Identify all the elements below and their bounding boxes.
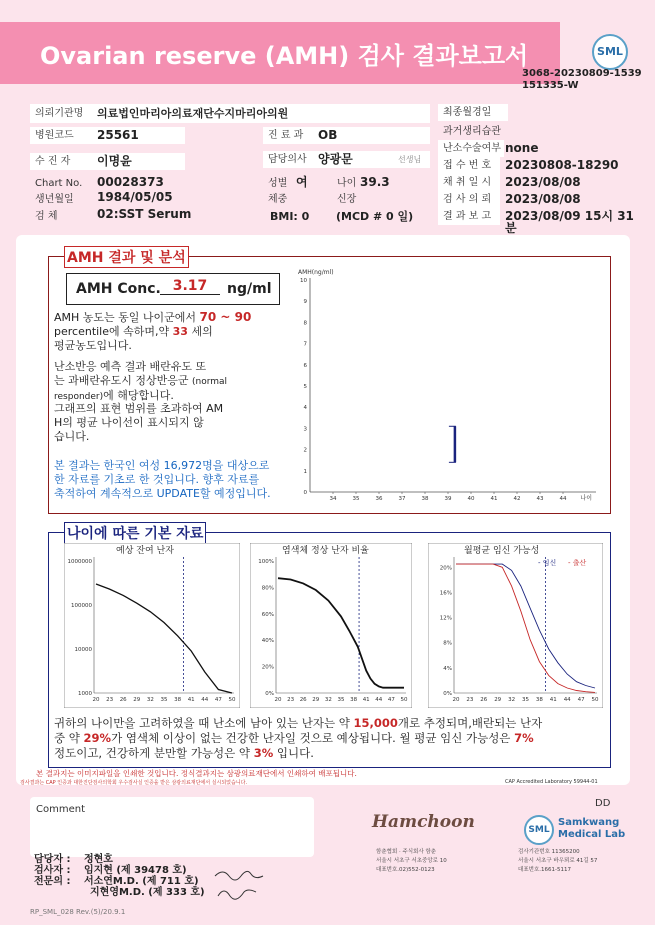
- chart2-x-tick-29: 29: [312, 697, 320, 703]
- specimen-label: 검 체: [35, 211, 58, 222]
- receipt-value: 20230808-18290: [505, 158, 619, 172]
- hospital-code-label: 병원코드: [32, 127, 77, 144]
- p1-range: 70 ~ 90: [199, 310, 252, 324]
- doctor-suffix: 선생님: [398, 155, 422, 164]
- comment-label: Comment: [36, 804, 85, 815]
- patient-value: 이명윤: [97, 154, 132, 168]
- bmi-value: BMI: 0: [270, 210, 310, 223]
- age-label: 나이: [337, 178, 357, 189]
- amh-section-title: AMH 결과 및 분석: [64, 246, 189, 268]
- birth-value: 1984/05/05: [97, 190, 173, 204]
- signature-scribbles: [210, 864, 270, 904]
- amh-paragraph-4: [54, 459, 294, 501]
- p4-a: 본 결과는 한국인 여성 16,972명을 대상으로: [54, 459, 270, 472]
- chart2-y-tick-0%: 0%: [265, 691, 274, 697]
- amh-paragraph-2: [54, 360, 294, 404]
- p2-normal: (normal: [192, 377, 228, 387]
- basic-summary: [54, 716, 610, 761]
- p1-c: 세의: [191, 325, 213, 338]
- report-code-line2: 151335-W: [522, 80, 579, 91]
- sml-logo: SML: [592, 34, 628, 70]
- collect-value: 2023/08/08: [505, 175, 581, 189]
- sex-label: 성별: [268, 178, 288, 189]
- chart3-y-tick-4%: 4%: [443, 665, 452, 672]
- report-value-suffix: 분: [505, 221, 517, 235]
- amh-x-tick-34: 34: [329, 496, 337, 502]
- amh-x-tick-43: 43: [536, 496, 544, 502]
- lmp-label: 최종월경일: [440, 104, 494, 121]
- specialist-2: 지현영M.D. (제 333 호): [90, 887, 205, 898]
- report-value: 2023/08/09 15시 31: [505, 209, 634, 223]
- amh-y-tick-8: 8: [303, 320, 307, 327]
- request-label: 검 사 의 뢰: [440, 191, 494, 208]
- specialist-label: 전문의 :: [34, 876, 71, 887]
- chart1-y-tick-1000000: 1000000: [67, 559, 92, 565]
- normal-egg-ratio-chart: [250, 543, 412, 708]
- amh-y-tick-6: 6: [303, 362, 307, 369]
- manager-value: 정현호: [83, 854, 113, 865]
- p3-a: 그래프의 표현 범위를 초과하여 AM: [54, 402, 224, 415]
- p2-responder: responder): [54, 392, 104, 402]
- amh-x-tick-44: 44: [559, 496, 567, 502]
- amh-paragraph-3: [54, 402, 294, 444]
- basic-birth-pct: 3%: [253, 746, 274, 760]
- hamchoon-addr2: 서울시 서초구 서초중앙로 10: [376, 858, 447, 864]
- department-value: OB: [318, 128, 338, 142]
- pregnancy-chance-chart: [428, 543, 603, 708]
- chart2-x-tick-26: 26: [299, 697, 307, 703]
- p1-age: 33: [172, 325, 188, 338]
- chart1-x-tick-20: 20: [92, 697, 100, 703]
- samkwang-logo-mark: SML: [524, 815, 554, 845]
- amh-y-tick-1: 1: [303, 468, 307, 475]
- chart-value: 00028373: [97, 175, 164, 189]
- chart2-y-tick-100%: 100%: [258, 559, 274, 565]
- specialist-1: 서소연M.D. (제 711 호): [83, 876, 199, 887]
- amh-y-tick-4: 4: [303, 405, 307, 412]
- chart2-x-tick-20: 20: [274, 697, 282, 703]
- samkwang-address: [518, 848, 597, 875]
- chart3-x-tick-29: 29: [494, 697, 502, 703]
- height-label: 신장: [337, 194, 357, 205]
- p4-b: 한 자료를 기초로 한 것입니다. 향후 자료를: [54, 473, 260, 486]
- chart1-x-tick-44: 44: [201, 697, 209, 703]
- p2-c: 에 해당합니다.: [103, 389, 174, 402]
- chart1-title: 예상 잔여 난자: [116, 546, 174, 556]
- note-line-2: 검사결과는 CAP 인증과 대한진단검사의학회 우수검사실 인증을 받은 삼광의료재단에서 실시되었습니다.: [20, 780, 248, 786]
- hamchoon-tel: 대표번호.02)552-0123: [376, 867, 435, 873]
- collect-label: 채 취 일 시: [440, 174, 494, 191]
- amh-x-tick-40: 40: [467, 496, 475, 502]
- chart2-x-tick-44: 44: [375, 697, 383, 703]
- birth-label: 생년월일: [35, 194, 74, 205]
- legend-birth: - 출산: [568, 559, 587, 567]
- patient-label: 수 진 자: [32, 153, 73, 170]
- samkwang-name-1: Samkwang: [558, 817, 620, 828]
- p2-b: 는 과배란유도시 정상반응군: [54, 374, 189, 387]
- institution-label: 의뢰기관명: [32, 105, 86, 122]
- chart3-x-tick-23: 23: [466, 697, 474, 703]
- basic-eggs: 15,000: [353, 716, 398, 730]
- chart1-y-tick-10000: 10000: [74, 647, 92, 653]
- age-value: 39.3: [360, 175, 390, 189]
- samkwang-addr2: 서울시 서초구 바우뫼로 41길 57: [518, 858, 598, 864]
- chart1-x-tick-29: 29: [133, 697, 141, 703]
- mcd-value: (MCD # 0 일): [336, 210, 414, 223]
- basic-preg-pct: 7%: [514, 731, 534, 745]
- chart3-y-tick-12%: 12%: [439, 615, 452, 622]
- chart2-x-tick-23: 23: [287, 697, 295, 703]
- basic-data-section-title: 나이에 따른 기본 자료: [64, 522, 206, 544]
- note-line-1: 본 결과지는 이미지파일을 인쇄한 것입니다. 정식결과지는 삼광의료재단에서 인쇄하여 배포됩니다.: [36, 769, 357, 778]
- chart2-y-tick-80%: 80%: [261, 585, 274, 592]
- chart2-frame: [250, 543, 412, 708]
- chart1-x-tick-47: 47: [214, 697, 222, 703]
- chart3-title: 월평균 임신 가능성: [464, 546, 540, 556]
- chart2-y-tick-40%: 40%: [261, 638, 274, 645]
- chart2-x-tick-47: 47: [387, 697, 395, 703]
- amh-age-chart: [296, 266, 600, 504]
- signature-block: [34, 854, 205, 898]
- amh-y-tick-9: 9: [303, 299, 307, 306]
- chart3-x-tick-50: 50: [591, 697, 599, 703]
- surgery-value: none: [505, 141, 539, 155]
- amh-y-tick-10: 10: [300, 278, 307, 284]
- chart1-x-tick-38: 38: [174, 697, 182, 703]
- basic-text-a: 귀하의 나이만을 고려하였을 때 난소에 남아 있는 난자는 약: [54, 716, 350, 730]
- hospital-code-value: 25561: [97, 128, 139, 142]
- amh-y-tick-3: 3: [303, 426, 307, 433]
- chart1-y-tick-100000: 100000: [71, 603, 92, 609]
- examiner-value: 임지현 (제 39478 호): [83, 865, 187, 876]
- samkwang-name-2: Medical Lab: [558, 829, 626, 840]
- chart3-y-tick-8%: 8%: [443, 640, 452, 647]
- p1-b: percentile에 속하며,약: [54, 325, 170, 338]
- chart3-x-tick-26: 26: [480, 697, 488, 703]
- hamchoon-addr1: 함춘협회 · 주식회사 함춘: [376, 849, 437, 855]
- amh-x-tick-35: 35: [352, 496, 360, 502]
- dd-mark: DD: [595, 798, 611, 809]
- chart3-y-tick-16%: 16%: [439, 590, 452, 597]
- department-label: 진 료 과: [265, 127, 306, 144]
- p3-b: H의 평균 나이선이 표시되지 않: [54, 416, 204, 429]
- chart-label: Chart No.: [35, 178, 83, 189]
- chart3-x-tick-41: 41: [549, 697, 557, 703]
- chart2-x-tick-38: 38: [350, 697, 358, 703]
- manager-label: 담당자 :: [34, 854, 71, 865]
- chart1-x-tick-32: 32: [146, 697, 154, 703]
- chart3-y-tick-20%: 20%: [439, 565, 452, 572]
- chart3-x-tick-47: 47: [577, 697, 585, 703]
- amh-conc-label: AMH Conc.: [76, 281, 161, 297]
- basic-text-d: 가 염색체 이상이 없는 건강한 난자일 것으로 예상됩니다. 월 평균 임신 가능성은: [111, 731, 511, 745]
- sex-value: 여: [296, 175, 308, 189]
- remaining-eggs-chart: [64, 543, 240, 708]
- amh-x-tick-37: 37: [398, 496, 406, 502]
- basic-normal-pct: 29%: [83, 731, 112, 745]
- chart2-x-tick-41: 41: [362, 697, 370, 703]
- basic-text-e: 정도이고, 건강하게 분만할 가능성은 약: [54, 746, 251, 760]
- receipt-label: 접 수 번 호: [440, 157, 494, 174]
- institution-value: 의료법인마리아의료재단수지마리아의원: [97, 107, 289, 120]
- chart2-title: 염색체 정상 난자 비율: [282, 546, 369, 556]
- amh-y-tick-0: 0: [303, 490, 307, 496]
- cap-accreditation: CAP Accredited Laboratory 59944-01: [505, 779, 598, 785]
- chart1-x-tick-35: 35: [160, 697, 168, 703]
- examiner-label: 검사자 :: [34, 865, 71, 876]
- amh-x-tick-36: 36: [375, 496, 383, 502]
- specimen-value: 02:SST Serum: [97, 207, 192, 221]
- surgery-label: 난소수술여부: [440, 140, 504, 157]
- weight-label: 체중: [268, 194, 288, 205]
- chart1-y-tick-1000: 1000: [78, 691, 92, 697]
- footer-code: RP_SML_028 Rev.(5)/20.9.1: [30, 908, 126, 916]
- amh-y-tick-5: 5: [303, 384, 307, 390]
- doctor-label: 담당의사: [265, 151, 310, 168]
- p2-a: 난소반응 예측 결과 배란유도 또: [54, 360, 207, 373]
- chart1-x-tick-50: 50: [228, 697, 236, 703]
- amh-conc-unit: ng/ml: [227, 281, 272, 297]
- report-title: Ovarian reserve (AMH) 검사 결과보고서: [40, 42, 529, 70]
- amh-y-tick-2: 2: [303, 447, 307, 454]
- chart3-x-tick-32: 32: [508, 697, 516, 703]
- amh-conc-value: 3.17: [160, 278, 220, 295]
- amh-y-axis-label: AMH(ng/ml): [298, 269, 334, 276]
- chart2-y-tick-60%: 60%: [261, 611, 274, 618]
- doctor-value: 양광문: [318, 152, 353, 166]
- chart1-x-tick-26: 26: [119, 697, 127, 703]
- chart3-x-tick-38: 38: [535, 697, 543, 703]
- request-value: 2023/08/08: [505, 192, 581, 206]
- hamchoon-address: [376, 848, 447, 875]
- chart2-x-tick-50: 50: [400, 697, 408, 703]
- chart1-x-tick-23: 23: [106, 697, 114, 703]
- chart1-x-tick-41: 41: [187, 697, 195, 703]
- samkwang-addr1: 검사기관번호 11365200: [518, 849, 580, 855]
- p1-d: 평균농도입니다.: [54, 339, 132, 352]
- amh-y-tick-7: 7: [303, 341, 307, 348]
- amh-paragraph-1: [54, 310, 294, 353]
- amh-x-tick-41: 41: [490, 496, 498, 502]
- report-code: [522, 68, 642, 92]
- chart2-x-tick-32: 32: [324, 697, 332, 703]
- legend-pregnancy: - 임신: [538, 559, 557, 567]
- chart3-x-tick-35: 35: [522, 697, 529, 703]
- chart2-x-tick-35: 35: [337, 697, 345, 703]
- basic-text-c: 중 약: [54, 731, 80, 745]
- chart3-x-tick-44: 44: [563, 697, 571, 703]
- amh-x-tick-38: 38: [421, 496, 429, 502]
- chart2-y-tick-20%: 20%: [261, 664, 274, 671]
- hamchoon-logo: Hamchoon: [372, 812, 475, 832]
- history-label: 과거생리습관: [443, 126, 501, 137]
- amh-x-tick-39: 39: [444, 496, 452, 502]
- p3-c: 습니다.: [54, 430, 90, 443]
- samkwang-tel: 대표번호.1661-5117: [518, 867, 571, 873]
- amh-x-tick-42: 42: [513, 496, 521, 502]
- samkwang-name: [558, 817, 625, 841]
- amh-x-axis-label: 나이: [580, 495, 592, 502]
- chart3-x-tick-20: 20: [452, 697, 460, 703]
- p4-c: 축적하여 계속적으로 UPDATE할 예정입니다.: [54, 487, 271, 500]
- report-code-line1: 3068-20230809-1539: [522, 68, 642, 79]
- p1-a: AMH 농도는 동일 나이군에서: [54, 311, 197, 324]
- basic-text-b: 개로 추정되며,배란되는 난자: [397, 716, 543, 730]
- report-label: 결 과 보 고: [440, 208, 494, 225]
- basic-text-f: 입니다.: [276, 746, 314, 760]
- chart3-y-tick-0%: 0%: [443, 691, 452, 697]
